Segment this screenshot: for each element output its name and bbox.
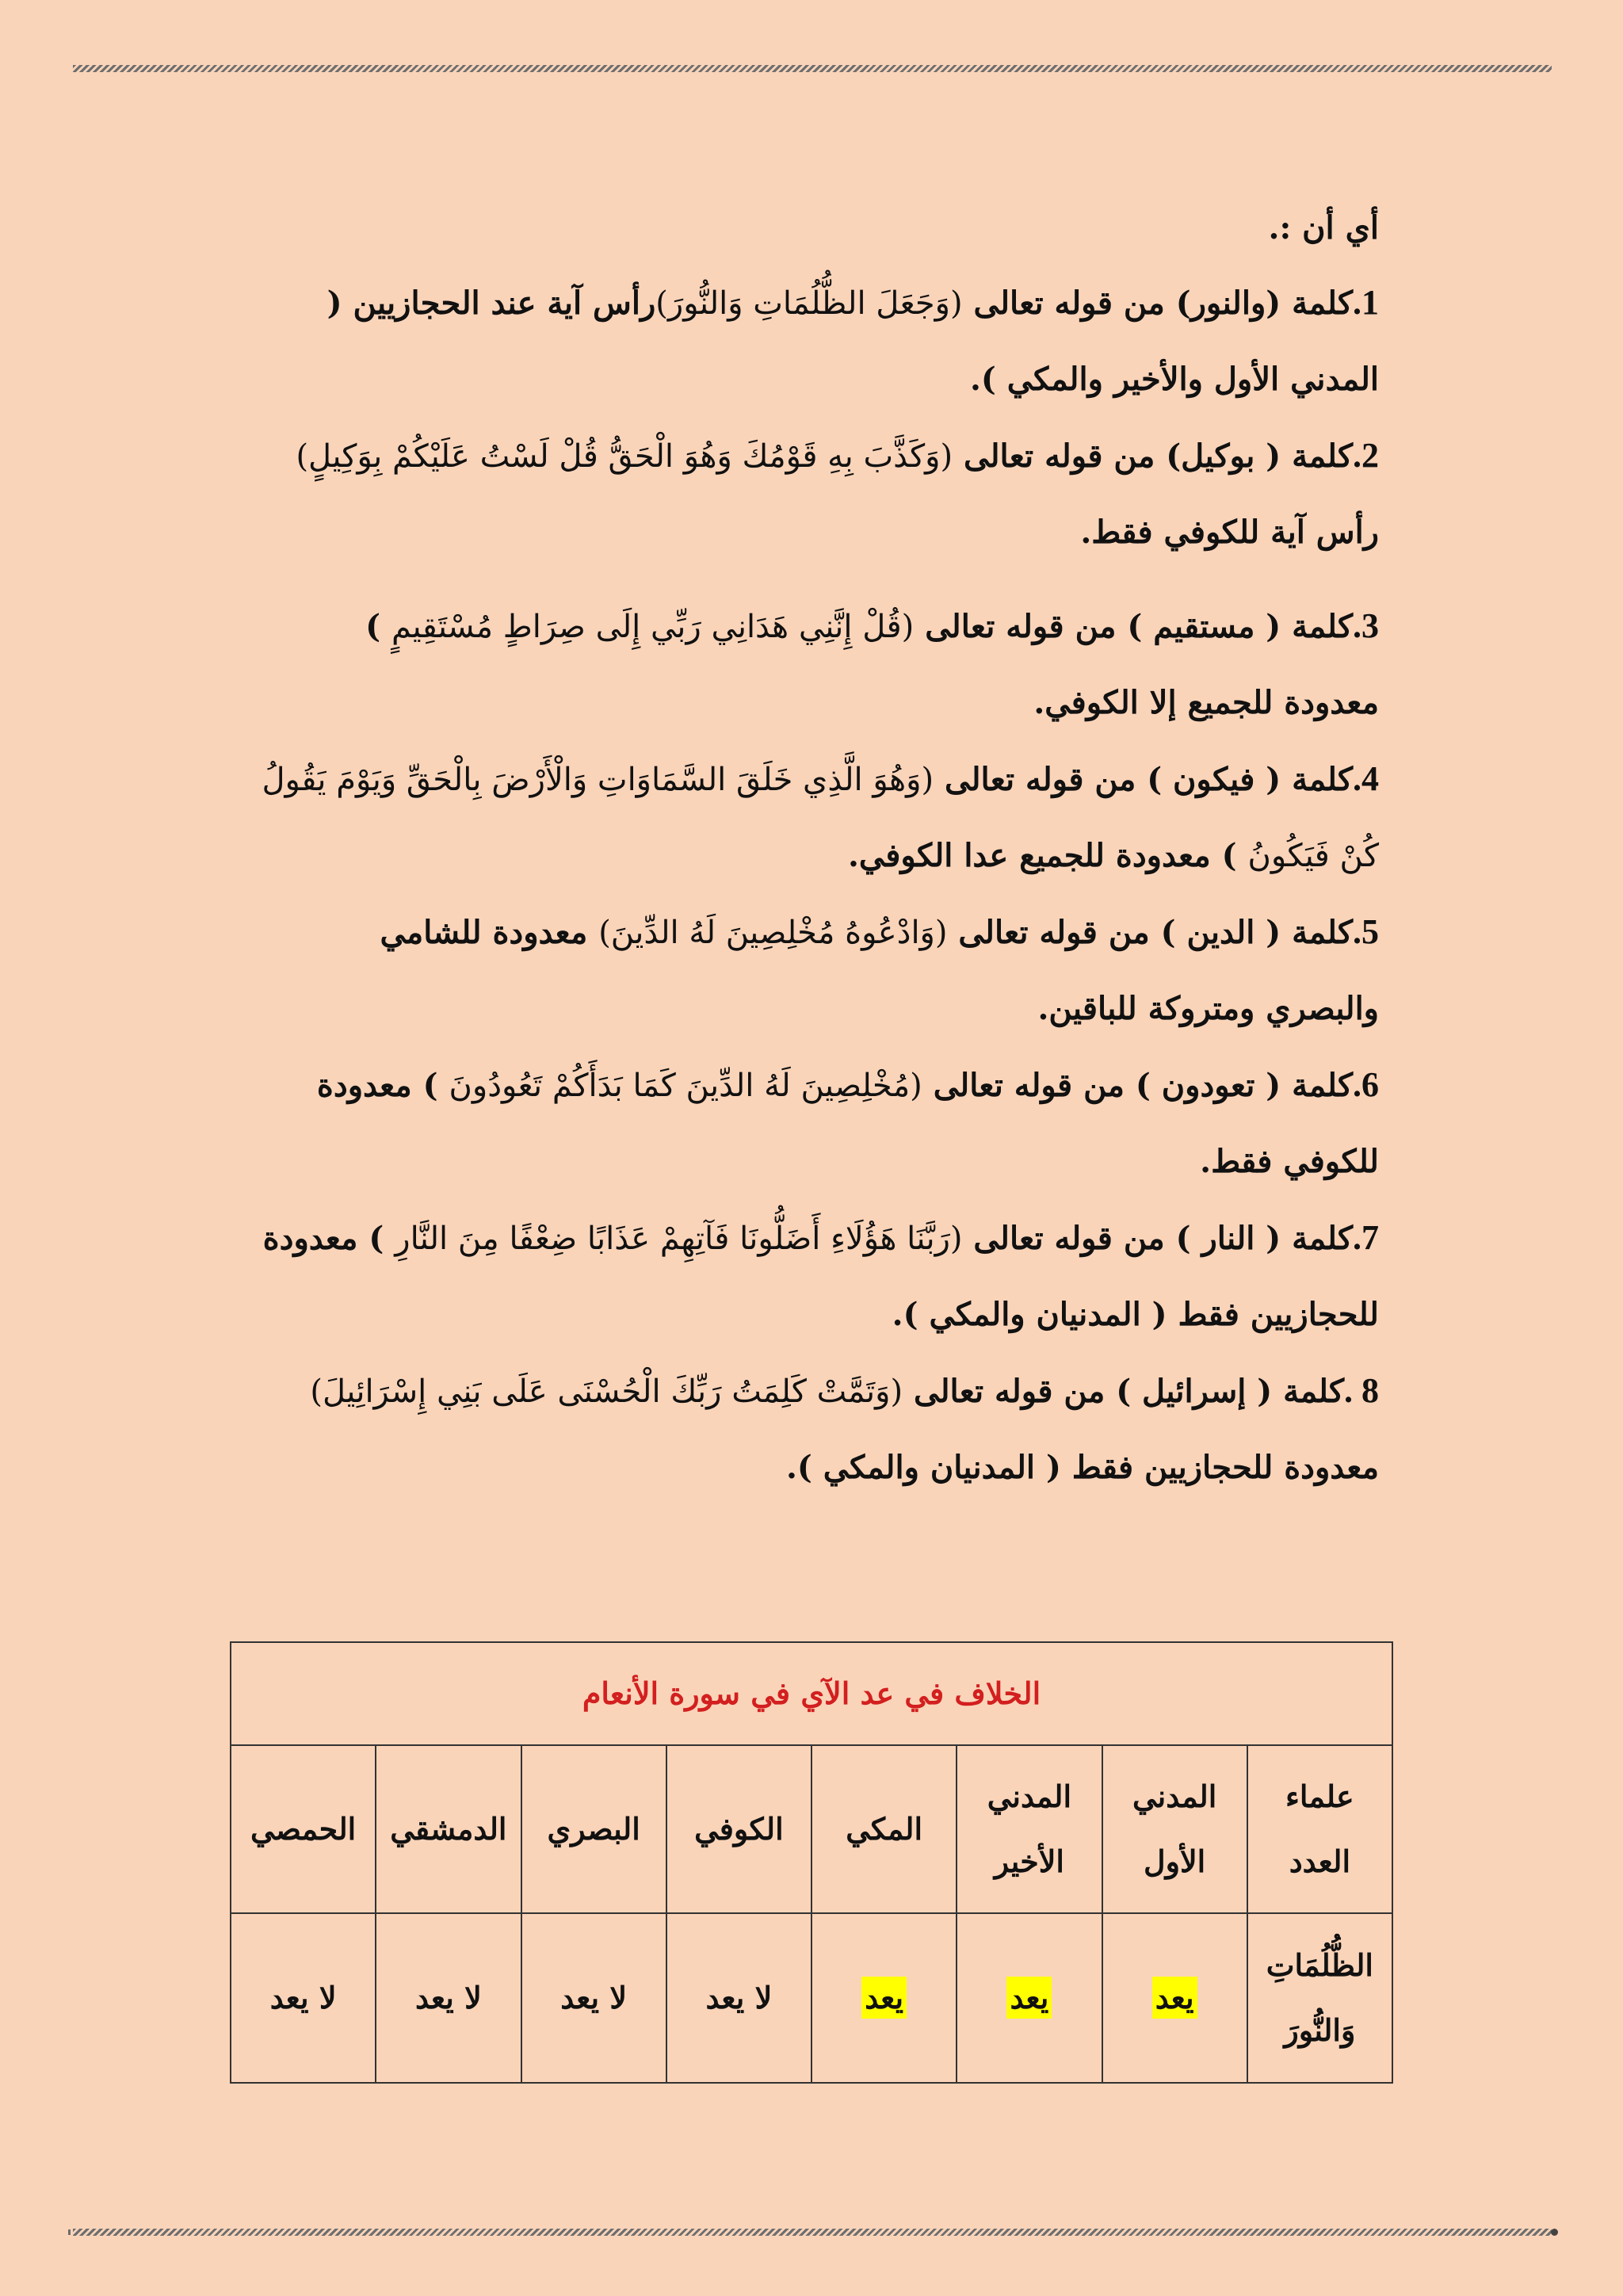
header-cell: الدمشقي — [376, 1745, 521, 1913]
table-row — [231, 1913, 1392, 2083]
count-value: لا يعد — [414, 1980, 482, 2015]
quran-verse: (وَكَذَّبَ بِهِ قَوْمُكَ وَهُوَ الْحَقُّ قُلْ لَسْتُ عَلَيْكُمْ بِوَكِيلٍ) — [296, 438, 953, 475]
table-title: الخلاف في عد الآي في سورة الأنعام — [231, 1642, 1392, 1745]
list-item-5: 5.كلمة ( الدين ) من قوله تعالى (وَادْعُوهُ مُخْلِصِينَ لَهُ الدِّينَ) معدودة للشامي والبصري ومتروكة للباقين. — [380, 912, 1379, 1027]
quran-verse: (وَهُوَ الَّذِي خَلَقَ السَّمَاوَاتِ وَالْأَرْضَ بِالْحَقِّ وَيَوْمَ يَقُولُ كُنْ فَيَكُونُ — [262, 762, 1379, 874]
header-cell: علماء العدد — [1247, 1745, 1392, 1913]
list-item-8: 8 .كلمة ( إسرائيل ) من قوله تعالى (وَتَمَّتْ كَلِمَتُ رَبِّكَ الْحُسْنَى عَلَى بَنِي إِسْرَائِيلَ) معدودة للحجازيين فقط ( المدنيان والمكي ). — [310, 1371, 1379, 1486]
quran-verse: (وَادْعُوهُ مُخْلِصِينَ لَهُ الدِّينَ) — [598, 915, 948, 951]
table-cell — [231, 1913, 376, 2083]
count-value: يعد — [1152, 1977, 1197, 2019]
list-item-6: 6.كلمة ( تعودون ) من قوله تعالى (مُخْلِصِينَ لَهُ الدِّينَ كَمَا بَدَأَكُمْ تَعُودُونَ ) معدودة للكوفي فقط. — [316, 1065, 1379, 1180]
header-cell: الحمصي — [231, 1745, 376, 1913]
quran-verse: (وَتَمَّتْ كَلِمَتُ رَبِّكَ الْحُسْنَى عَلَى بَنِي إِسْرَائِيلَ) — [310, 1373, 903, 1410]
word-cell: الظُّلُمَاتِ وَالنُّورَ — [1247, 1913, 1392, 2083]
list-item-3: 3.كلمة ( مستقيم ) من قوله تعالى (قُلْ إِنَّنِي هَدَانِي رَبِّي إِلَى صِرَاطٍ مُسْتَقِيمٍ ) معدودة للجميع إلا الكوفي. — [365, 606, 1379, 721]
bottom-border-line — [73, 2229, 1552, 2236]
quran-verse: (مُخْلِصِينَ لَهُ الدِّينَ كَمَا بَدَأَكُمْ تَعُودُونَ — [449, 1068, 922, 1104]
header-cell: الكوفي — [666, 1745, 812, 1913]
top-border-line — [73, 65, 1552, 72]
table-cell — [1102, 1913, 1247, 2083]
count-value: يعد — [861, 1977, 907, 2019]
list-item-7: 7.كلمة ( النار ) من قوله تعالى (رَبَّنَا هَؤُلَاءِ أَضَلُّونَا فَآتِهِمْ عَذَابًا ضِعْفًا مِنَ النَّارِ ) معدودة للحجازيين فقط ( المدنيان والمكي ). — [262, 1218, 1379, 1333]
table-cell — [521, 1913, 666, 2083]
table-cell — [957, 1913, 1102, 2083]
count-value: لا يعد — [269, 1980, 337, 2015]
header-cell: المدني الأخير — [957, 1745, 1102, 1913]
header-cell: البصري — [521, 1745, 666, 1913]
table-cell — [666, 1913, 812, 2083]
table-header-row — [231, 1745, 1392, 1913]
verse-count-table — [230, 1641, 1393, 2084]
intro-text: أي أن :. — [1268, 209, 1379, 246]
quran-verse: (قُلْ إِنَّنِي هَدَانِي رَبِّي إِلَى صِرَاطٍ مُسْتَقِيمٍ — [391, 609, 915, 645]
count-value: لا يعد — [560, 1980, 627, 2015]
list-item-4: 4.كلمة ( فيكون ) من قوله تعالى (وَهُوَ الَّذِي خَلَقَ السَّمَاوَاتِ وَالْأَرْضَ بِالْحَقِّ وَيَوْمَ يَقُولُ كُنْ فَيَكُونُ ) معدودة للجميع عدا الكوفي. — [262, 759, 1379, 874]
count-value: يعد — [1006, 1977, 1052, 2019]
header-cell: المدني الأول — [1102, 1745, 1247, 1913]
list-item-1: 1.كلمة (والنور) من قوله تعالى (وَجَعَلَ الظُّلُمَاتِ وَالنُّورَ)رأس آية عند الحجازيين ( المدني الأول والأخير والمكي ). — [327, 283, 1379, 398]
quran-verse: (رَبَّنَا هَؤُلَاءِ أَضَلُّونَا فَآتِهِمْ عَذَابًا ضِعْفًا مِنَ النَّارِ — [395, 1221, 963, 1257]
quran-verse: (وَجَعَلَ الظُّلُمَاتِ وَالنُّورَ) — [655, 285, 963, 322]
count-value: لا يعد — [705, 1980, 773, 2015]
table-cell — [812, 1913, 957, 2083]
table-cell — [376, 1913, 521, 2083]
list-item-2: 2.كلمة ( بوكيل) من قوله تعالى (وَكَذَّبَ بِهِ قَوْمُكَ وَهُوَ الْحَقُّ قُلْ لَسْتُ عَلَيْكُمْ بِوَكِيلٍ) رأس آية للكوفي فقط. — [296, 436, 1379, 551]
document-body — [262, 197, 1379, 1506]
header-cell: المكي — [812, 1745, 957, 1913]
